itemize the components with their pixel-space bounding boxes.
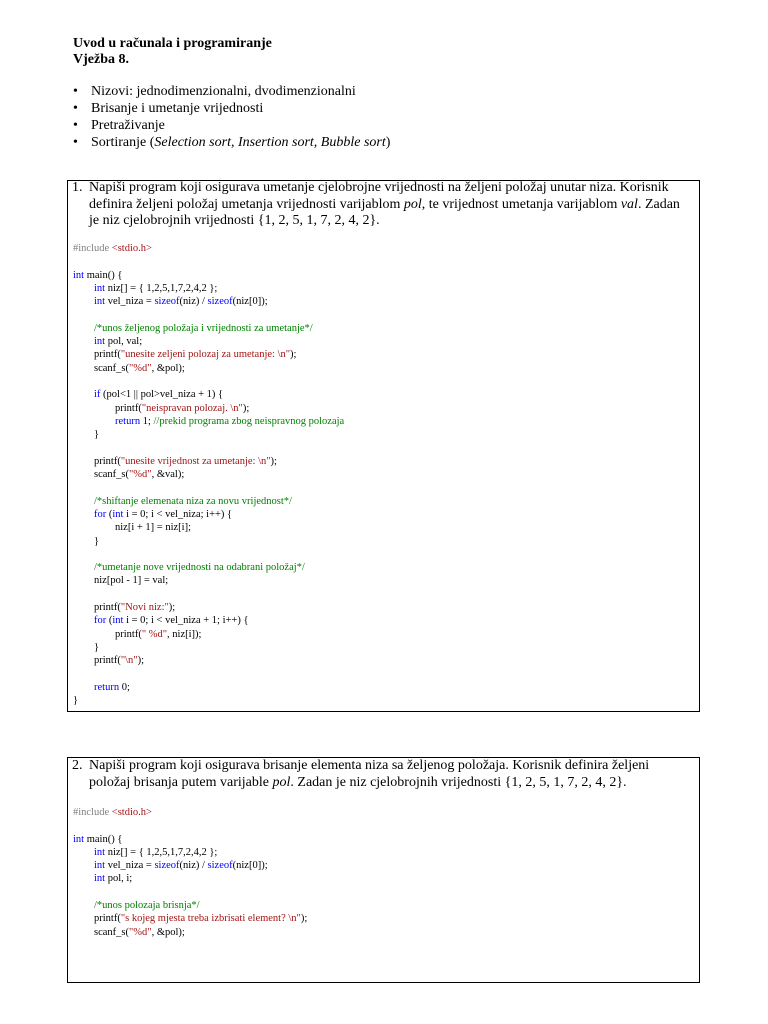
code-token: ); [242, 402, 250, 414]
task-1-box [67, 180, 700, 712]
task-1-var-pol: pol [403, 196, 422, 212]
code-line [73, 642, 99, 653]
code-token: , &pol); [151, 926, 185, 938]
code-line [73, 860, 268, 871]
code-token: " %d" [141, 628, 168, 640]
code-token: vel_niza = [105, 296, 155, 308]
task-2-code-block [73, 806, 307, 939]
code-token: scanf_s( [73, 926, 129, 938]
code-token: for [94, 615, 107, 627]
task-1-description [72, 180, 692, 230]
code-token: 0; [119, 681, 130, 693]
code-line [73, 509, 232, 520]
code-token [73, 283, 94, 294]
code-line [73, 602, 175, 613]
code-token [73, 847, 94, 858]
code-line [73, 900, 200, 911]
code-token: niz[i + 1] = niz[i]; [73, 522, 191, 534]
code-line [73, 847, 217, 858]
code-token: int [94, 282, 106, 294]
task-2-description [72, 758, 692, 791]
code-line [73, 913, 307, 924]
code-token: int [94, 846, 106, 858]
code-line [73, 807, 152, 818]
topic-item: • Pretraživanje [73, 117, 390, 134]
code-token: } [73, 429, 100, 441]
code-token: ); [270, 455, 277, 467]
task-1-text: . Zadan je niz cjelobrojnih vrijednosti {1, 2, 5, 1, 7, 2, 4, 2}. [89, 196, 680, 228]
code-line [73, 403, 249, 414]
code-token: "%d" [129, 926, 152, 938]
topic-item: • Nizovi: jednodimenzionalni, dvodimenzionalni [73, 83, 390, 100]
code-token: printf( [73, 628, 142, 640]
task-1-var-val: val [620, 196, 638, 212]
code-token: #include [73, 807, 112, 818]
code-token: <stdio.h> [111, 243, 152, 254]
code-token: //prekid programa zbog neispravnog polozaja [153, 415, 345, 427]
code-token: (niz) / [179, 860, 208, 872]
task-2-text: Napiši program koji osigurava brisanje elementa niza sa željenog položaja. Korisnik definira željeni položaj brisanja putem varijable [89, 758, 650, 790]
code-token: <stdio.h> [111, 807, 152, 818]
code-token [73, 860, 94, 871]
code-token: printf( [73, 602, 121, 614]
task-2-box [67, 757, 700, 983]
code-token [73, 336, 94, 347]
code-line [73, 927, 185, 938]
code-token [73, 509, 94, 520]
code-token: int [112, 508, 124, 520]
code-token: sizeof [207, 296, 233, 308]
code-token: main() { [84, 269, 123, 281]
code-token: i = 0; i < vel_niza; i++) { [123, 508, 233, 520]
code-token: "s kojeg mjesta treba izbrisati element? \n" [120, 913, 301, 925]
code-token [73, 416, 115, 427]
code-line [73, 283, 217, 294]
code-token: ( [106, 615, 113, 627]
code-line [73, 469, 184, 480]
code-token [73, 900, 94, 911]
code-line [73, 296, 268, 307]
task-1-number: 1. [72, 180, 83, 195]
code-token: /*shiftanje elemenata niza za novu vrijednost*/ [94, 495, 292, 507]
code-line [73, 834, 122, 845]
code-line [73, 336, 142, 347]
code-token: if [94, 389, 101, 401]
code-token: (pol<1 || pol>vel_niza + 1) { [100, 389, 224, 401]
code-token: printf( [73, 402, 142, 414]
code-token: printf( [73, 455, 121, 467]
code-token: sizeof [207, 860, 233, 872]
code-token: "unesite zeljeni polozaj za umetanje: \n" [120, 349, 291, 361]
code-line [73, 363, 185, 374]
code-token: return [115, 415, 141, 427]
code-token: ); [137, 655, 144, 667]
code-token: ); [290, 349, 297, 361]
topic-list [73, 83, 390, 151]
code-token: niz[pol - 1] = val; [73, 575, 169, 587]
code-line [73, 496, 292, 507]
code-line [73, 243, 152, 254]
code-token: printf( [73, 913, 121, 925]
code-line [73, 562, 305, 573]
task-1-text: Napiši program koji osigurava umetanje cjelobrojne vrijednosti na željeni položaj unutar niza. Korisnik definira željeni položaj umetanja vrijednosti varijablom [89, 180, 669, 212]
code-token [73, 682, 94, 693]
code-line [73, 575, 168, 586]
code-line [73, 695, 78, 706]
code-token: 1; [140, 415, 154, 427]
code-token: pol, val; [105, 336, 143, 348]
code-token: , &val); [151, 469, 185, 481]
code-token: /*umetanje nove vrijednosti na odabrani položaj*/ [94, 562, 305, 574]
code-token: ); [168, 602, 176, 614]
task-2-text: . Zadan je niz cjelobrojnih vrijednosti {1, 2, 5, 1, 7, 2, 4, 2}. [290, 774, 627, 790]
code-token: , niz[i]); [167, 628, 202, 640]
code-line [73, 615, 249, 626]
code-token [73, 296, 94, 307]
code-token: sizeof [154, 860, 180, 872]
code-token: "%d" [129, 362, 152, 374]
code-token: i = 0; i < vel_niza + 1; i++) { [123, 615, 249, 627]
code-token: int [94, 336, 106, 348]
code-token: } [73, 535, 100, 547]
code-token [73, 496, 94, 507]
exercise-number: Vježba 8. [73, 52, 129, 67]
code-line [73, 270, 122, 281]
code-token: /*unos polozaja brisnja*/ [94, 900, 200, 912]
code-token: "\n" [120, 655, 138, 667]
code-line [73, 873, 132, 884]
code-token: for [94, 508, 107, 520]
code-line [73, 629, 201, 640]
code-token: scanf_s( [73, 469, 129, 481]
code-token: } [73, 695, 79, 707]
code-line [73, 536, 99, 547]
code-token: int [112, 615, 124, 627]
code-token: #include [73, 243, 112, 254]
code-token: return [94, 681, 120, 693]
code-token [73, 873, 94, 884]
topic-item: • Brisanje i umetanje vrijednosti [73, 100, 390, 117]
code-token: sizeof [154, 296, 180, 308]
code-token: /*unos željenog položaja i vrijednosti za umetanje*/ [94, 322, 313, 334]
code-token: vel_niza = [105, 860, 155, 872]
code-line [73, 389, 223, 400]
code-token: niz[] = { 1,2,5,1,7,2,4,2 }; [105, 282, 218, 294]
code-token: scanf_s( [73, 362, 129, 374]
code-token [73, 615, 94, 626]
topic-sort-prefix: Sortiranje ( [91, 135, 155, 150]
topic-sort-suffix: ) [385, 135, 391, 150]
code-line [73, 655, 144, 666]
code-token: (niz[0]); [232, 296, 268, 308]
code-token [73, 323, 94, 334]
code-token: main() { [84, 833, 123, 845]
code-token: niz[] = { 1,2,5,1,7,2,4,2 }; [105, 846, 218, 858]
code-token: ( [106, 508, 113, 520]
code-token: printf( [73, 655, 121, 667]
code-line [73, 522, 191, 533]
task-1-text: , te vrijednost umetanja varijablom [421, 196, 621, 212]
code-token: "%d" [129, 469, 152, 481]
code-token: "Novi niz:" [120, 602, 169, 614]
code-line [73, 349, 296, 360]
code-token: } [73, 641, 100, 653]
code-token: (niz[0]); [232, 860, 268, 872]
code-token: (niz) / [179, 296, 208, 308]
topic-item-sorting [73, 134, 390, 151]
code-token: int [73, 833, 85, 845]
code-line [73, 456, 277, 467]
code-line [73, 416, 344, 427]
code-token: "unesite vrijednost za umetanje: \n" [120, 455, 271, 467]
code-line [73, 429, 99, 440]
code-line [73, 682, 130, 693]
code-token: printf( [73, 349, 121, 361]
code-token: ); [300, 913, 308, 925]
document-title: Uvod u računala i programiranje [73, 36, 272, 51]
topic-sort-algorithms: Selection sort, Insertion sort, Bubble sort [154, 135, 386, 150]
code-token: int [73, 269, 85, 281]
task-2-var-pol: pol [272, 774, 291, 790]
code-line [73, 323, 313, 334]
code-token [73, 389, 94, 400]
code-token: , &pol); [151, 362, 185, 374]
code-token: int [94, 860, 106, 872]
code-token: int [94, 296, 106, 308]
code-token: pol, i; [105, 873, 133, 885]
code-token: int [94, 873, 106, 885]
task-2-number: 2. [72, 758, 83, 773]
task-1-code-block [73, 242, 344, 707]
code-token: "neispravan polozaj. \n" [141, 402, 243, 414]
code-token [73, 562, 94, 573]
